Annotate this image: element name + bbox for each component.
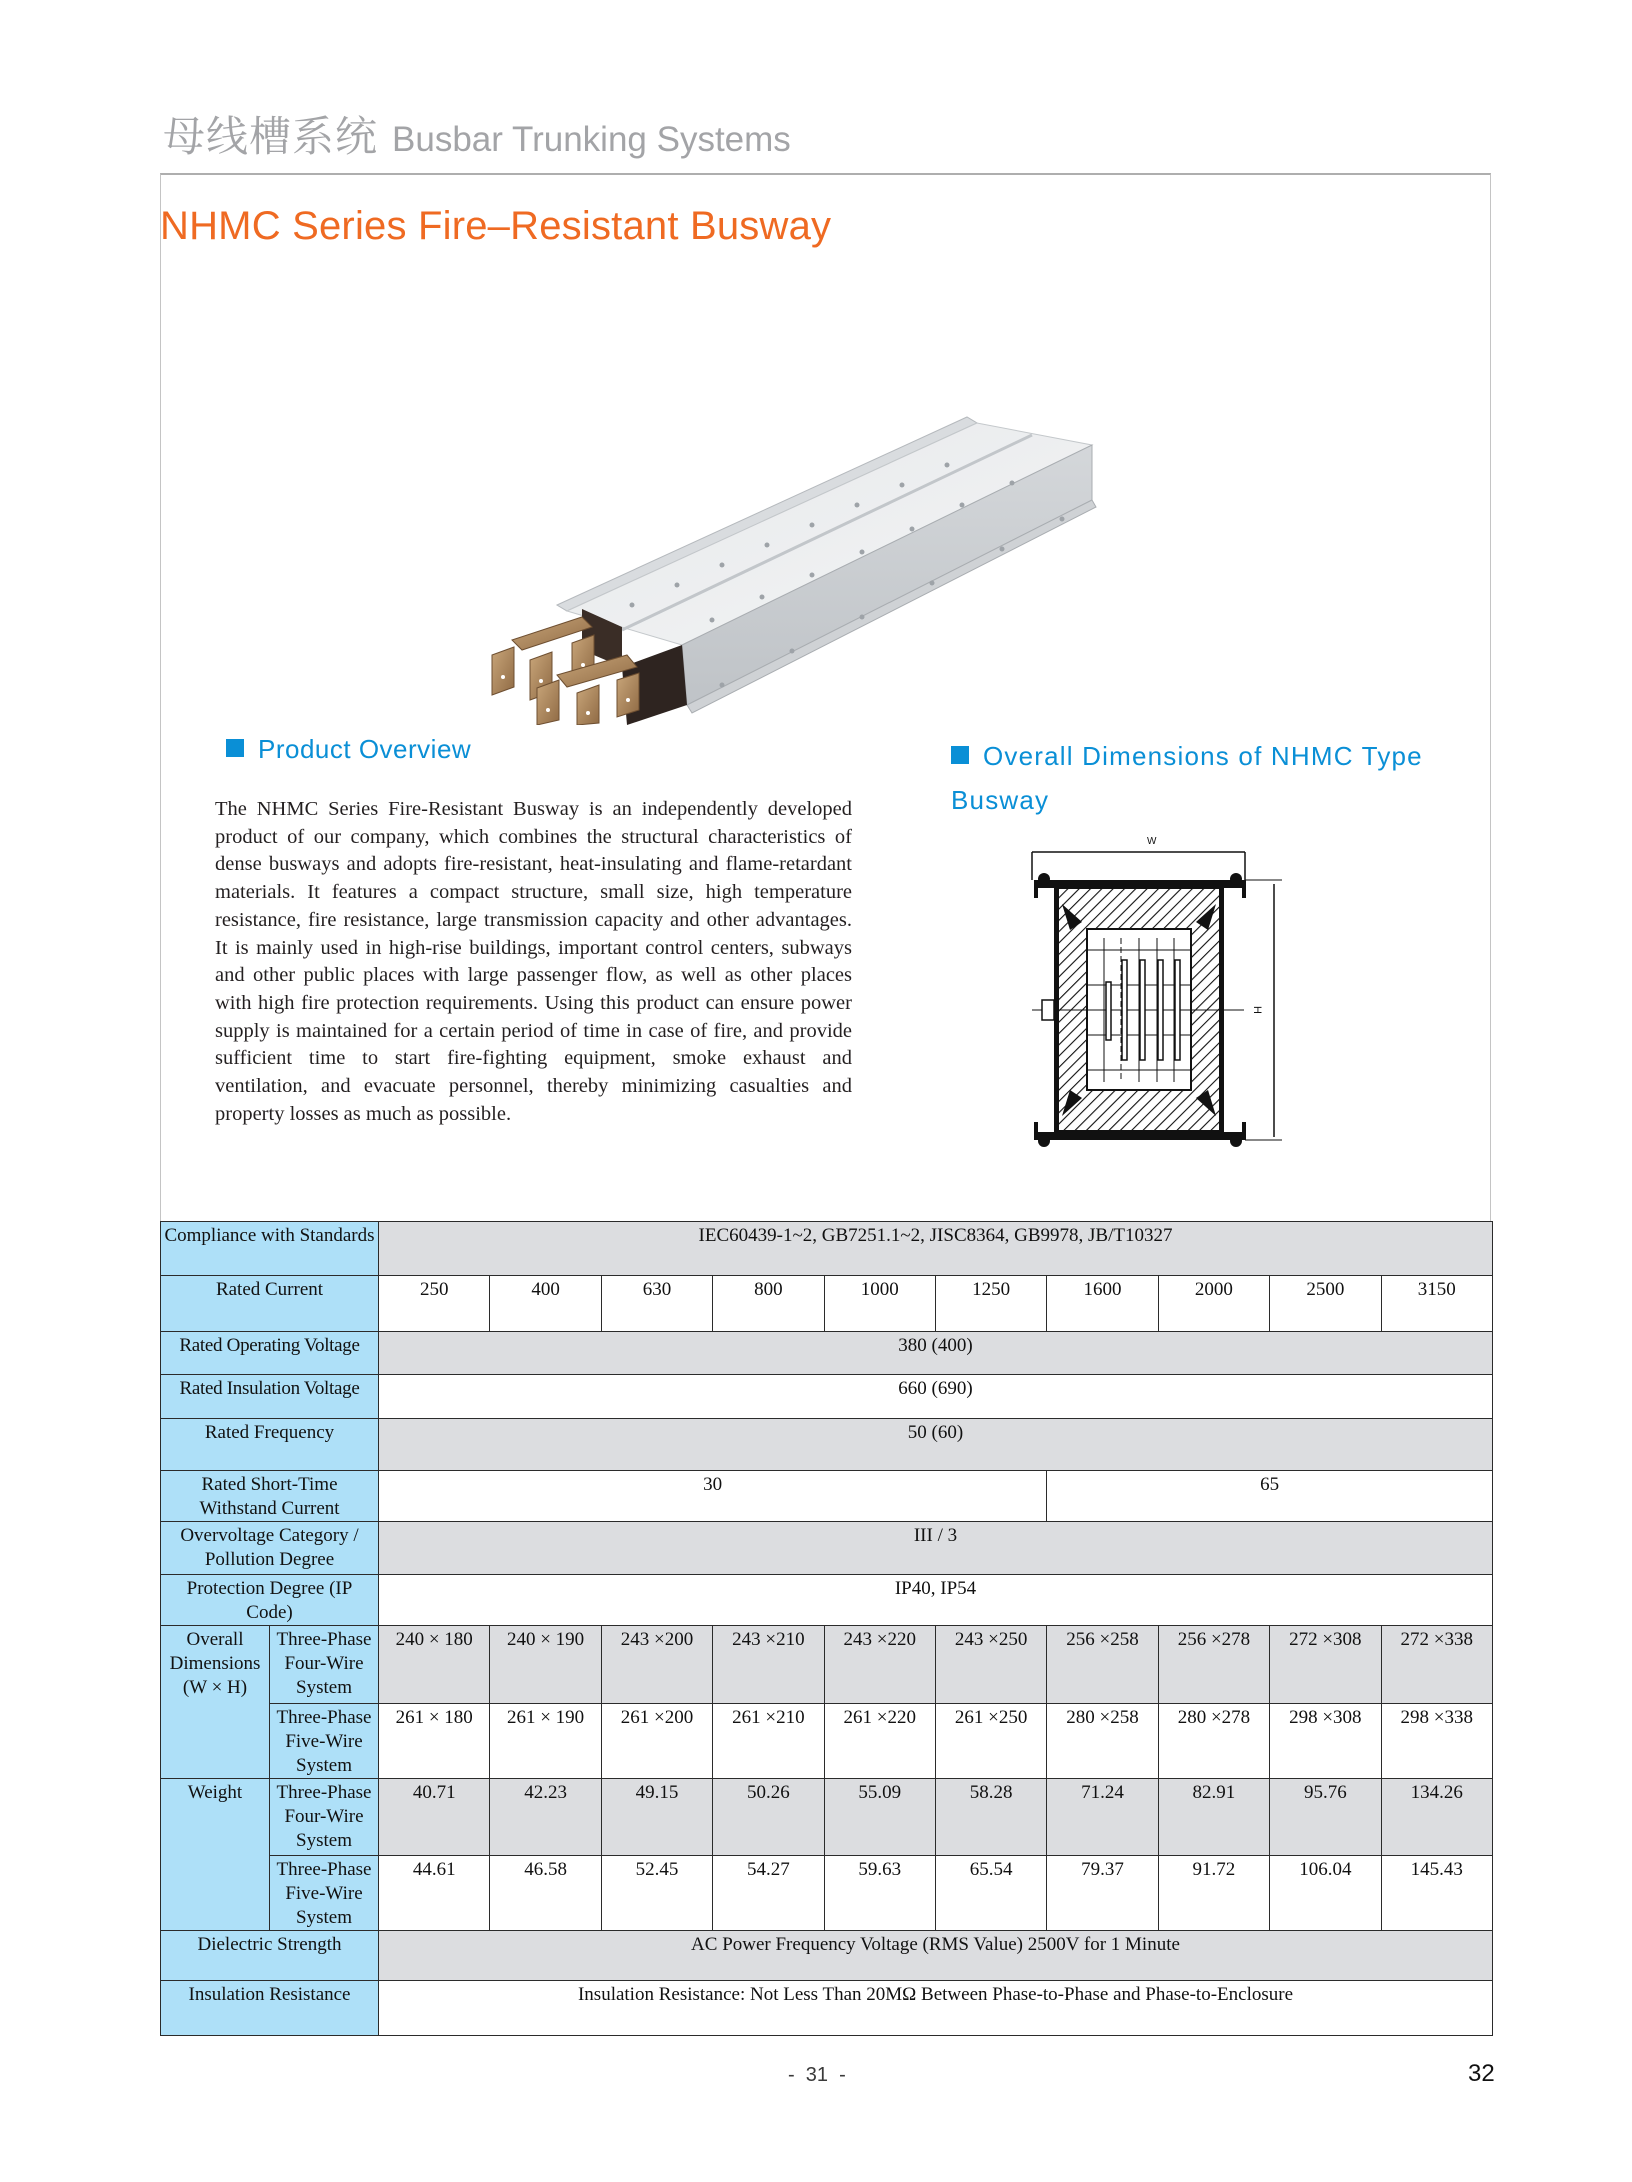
sub-label: Three-Phase Five-Wire System [270, 1856, 379, 1931]
cell: 65.54 [935, 1856, 1046, 1931]
cell: 261 × 180 [379, 1704, 490, 1779]
cell: 55.09 [824, 1779, 935, 1856]
cell: 243 ×200 [601, 1626, 712, 1704]
cell: 42.23 [490, 1779, 601, 1856]
row-value: III / 3 [379, 1522, 1493, 1575]
table-row-frequency [161, 1419, 1493, 1471]
cell: 134.26 [1381, 1779, 1492, 1856]
row-label: Rated Operating Voltage [161, 1332, 379, 1375]
table-row-insulation-resistance [161, 1981, 1493, 2036]
cell: 261 ×210 [713, 1704, 824, 1779]
row-label: Insulation Resistance [161, 1981, 379, 2036]
product-photo [462, 405, 1102, 725]
table-row-rated-current [161, 1276, 1493, 1332]
cell: 243 ×250 [935, 1626, 1046, 1704]
row-value-low: 30 [379, 1471, 1047, 1522]
cell: 71.24 [1047, 1779, 1158, 1856]
cell: 256 ×258 [1047, 1626, 1158, 1704]
page-header [163, 104, 791, 161]
table-row-dimensions-five-wire [161, 1704, 1493, 1779]
row-label: Rated Current [161, 1276, 379, 1332]
cell: 1600 [1047, 1276, 1158, 1332]
page-number-center: - 31 - [788, 2064, 846, 2086]
row-label: Overall Dimensions (W × H) [161, 1626, 270, 1779]
overview-heading [226, 734, 471, 765]
table-row-short-time [161, 1471, 1493, 1522]
header-title-en: Busbar Trunking Systems [392, 120, 791, 159]
row-label: Dielectric Strength [161, 1931, 379, 1981]
cell: 261 ×200 [601, 1704, 712, 1779]
cell: 240 × 190 [490, 1626, 601, 1704]
cell: 95.76 [1270, 1779, 1381, 1856]
cell: 1250 [935, 1276, 1046, 1332]
cell: 52.45 [601, 1856, 712, 1931]
cell: 630 [601, 1276, 712, 1332]
sub-label: Three-Phase Four-Wire System [270, 1779, 379, 1856]
overview-paragraph: The NHMC Series Fire-Resistant Busway is an independently developed product of our company, which combines the structural characteristics of dense busways and adopts fire-resistant, heat-insulating and flame-retardant materials. It features a compact structure, small size, high temperature resistance, fire resistance, large transmission capacity and other advantages. It is mainly used in high-rise buildings, important control centers, subways and other public places with large passenger flow, as well as other places with high fire protection requirements. Using this product can ensure power supply is maintained for a certain period of time in case of fire, and provide sufficient time to start fire-fighting equipment, smoke exhaust and ventilation, and evacuate personnel, thereby minimizing casualties and property losses as much as possible. [215, 798, 852, 1125]
row-value: IEC60439-1~2, GB7251.1~2, JISC8364, GB9978, JB/T10327 [379, 1222, 1493, 1276]
cell: 1000 [824, 1276, 935, 1332]
cell: 280 ×278 [1158, 1704, 1269, 1779]
cell: 106.04 [1270, 1856, 1381, 1931]
table-row-operating-voltage [161, 1332, 1493, 1375]
row-label: Weight [161, 1779, 270, 1931]
row-value: AC Power Frequency Voltage (RMS Value) 2500V for 1 Minute [379, 1931, 1493, 1981]
sub-label: Three-Phase Five-Wire System [270, 1704, 379, 1779]
overview-heading-text: Product Overview [258, 734, 472, 764]
sub-label: Three-Phase Four-Wire System [270, 1626, 379, 1704]
cell: 58.28 [935, 1779, 1046, 1856]
cell: 250 [379, 1276, 490, 1332]
row-label: Compliance with Standards [161, 1222, 379, 1276]
square-bullet-icon [226, 739, 244, 757]
row-label: Overvoltage Category / Pollution Degree [161, 1522, 379, 1575]
row-value: Insulation Resistance: Not Less Than 20MΩ Between Phase-to-Phase and Phase-to-Enclosure [379, 1981, 1493, 2036]
cross-section-diagram [1022, 832, 1302, 1162]
row-label: Protection Degree (IP Code) [161, 1575, 379, 1626]
cell: 280 ×258 [1047, 1704, 1158, 1779]
cell: 50.26 [713, 1779, 824, 1856]
svg-text:H: H [1251, 1006, 1263, 1014]
cell: 2000 [1158, 1276, 1269, 1332]
table-row-overvoltage [161, 1522, 1493, 1575]
cell: 44.61 [379, 1856, 490, 1931]
table-row-weight-four-wire [161, 1779, 1493, 1856]
cell: 40.71 [379, 1779, 490, 1856]
product-title: NHMC Series Fire–Resistant Busway [160, 204, 832, 248]
cell: 243 ×220 [824, 1626, 935, 1704]
cell: 3150 [1381, 1276, 1492, 1332]
svg-text:W: W [1147, 836, 1157, 847]
table-row-compliance [161, 1222, 1493, 1276]
table-row-protection [161, 1575, 1493, 1626]
cell: 82.91 [1158, 1779, 1269, 1856]
cell: 243 ×210 [713, 1626, 824, 1704]
cell: 46.58 [490, 1856, 601, 1931]
cell: 261 ×220 [824, 1704, 935, 1779]
row-value-high: 65 [1047, 1471, 1493, 1522]
row-label: Rated Short-Time Withstand Current [161, 1471, 379, 1522]
cell: 256 ×278 [1158, 1626, 1269, 1704]
dimensions-heading-text: Overall Dimensions of NHMC Type Busway [951, 741, 1423, 815]
square-bullet-icon [951, 746, 969, 764]
header-title-cn: 母线槽系统 [163, 112, 379, 161]
cell: 272 ×338 [1381, 1626, 1492, 1704]
dimensions-heading [951, 734, 1491, 822]
cell: 298 ×338 [1381, 1704, 1492, 1779]
table-row-insulation-voltage [161, 1375, 1493, 1419]
cell: 145.43 [1381, 1856, 1492, 1931]
table-row-dimensions-four-wire [161, 1626, 1493, 1704]
cell: 800 [713, 1276, 824, 1332]
row-value: IP40, IP54 [379, 1575, 1493, 1626]
cell: 79.37 [1047, 1856, 1158, 1931]
row-value: 380 (400) [379, 1332, 1493, 1375]
cell: 91.72 [1158, 1856, 1269, 1931]
row-value: 660 (690) [379, 1375, 1493, 1419]
cell: 400 [490, 1276, 601, 1332]
cell: 261 × 190 [490, 1704, 601, 1779]
row-label: Rated Insulation Voltage [161, 1375, 379, 1419]
row-value: 50 (60) [379, 1419, 1493, 1471]
cell: 49.15 [601, 1779, 712, 1856]
cell: 240 × 180 [379, 1626, 490, 1704]
row-label: Rated Frequency [161, 1419, 379, 1471]
spec-table [160, 1221, 1493, 2036]
cell: 2500 [1270, 1276, 1381, 1332]
cell: 261 ×250 [935, 1704, 1046, 1779]
page-number-right: 32 [1468, 2060, 1495, 2087]
cell: 59.63 [824, 1856, 935, 1931]
cell: 54.27 [713, 1856, 824, 1931]
table-row-dielectric [161, 1931, 1493, 1981]
cell: 272 ×308 [1270, 1626, 1381, 1704]
table-row-weight-five-wire [161, 1856, 1493, 1931]
cell: 298 ×308 [1270, 1704, 1381, 1779]
